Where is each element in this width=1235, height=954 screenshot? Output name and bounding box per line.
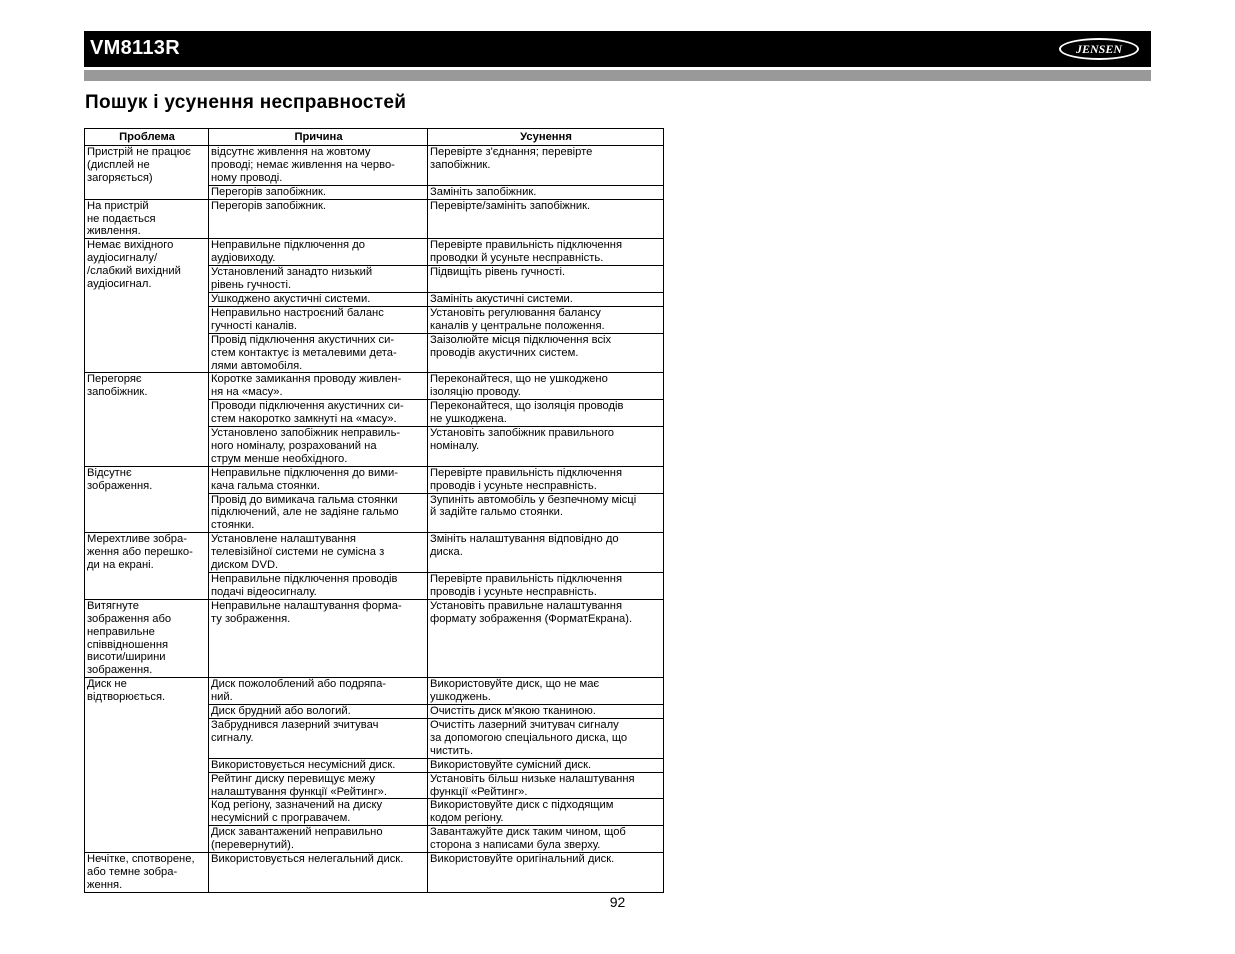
troubleshooting-table (84, 128, 664, 893)
table-header-row (85, 129, 664, 146)
problem-cell: Мерехтливе зобра- ження або перешко- ди на екрані. (85, 533, 209, 600)
fix-cell: Переконайтеся, що не ушкоджено ізоляцію проводу. (428, 373, 664, 400)
cause-cell: Перегорів запобіжник. (209, 199, 428, 239)
problem-cell: Немає вихідного аудіосигналу/ /слабкий вихідний аудіосигнал. (85, 239, 209, 373)
cause-cell: Установлене налаштування телевізійної системи не сумісна з диском DVD. (209, 533, 428, 573)
cause-cell: Проводи підключення акустичних си- стем накоротко замкнуті на «масу». (209, 400, 428, 427)
table-row (85, 853, 664, 893)
brand-name: JENSEN (1075, 41, 1122, 56)
cause-cell: Ушкоджено акустичні системи. (209, 292, 428, 306)
fix-cell: Використовуйте диск с підходящим кодом регіону. (428, 799, 664, 826)
fix-cell: Переконайтеся, що ізоляція проводів не ушкоджена. (428, 400, 664, 427)
column-header-problem: Проблема (85, 129, 209, 146)
problem-cell: Диск не відтворюється. (85, 678, 209, 853)
fix-cell: Установіть регулювання балансу каналів у центральне положення. (428, 306, 664, 333)
cause-cell: Неправильне підключення проводів подачі відеосигналу. (209, 573, 428, 600)
table-body (85, 146, 664, 893)
model-name: VM8113R (90, 37, 180, 59)
jensen-logo (1059, 38, 1139, 60)
fix-cell: Перевірте з'єднання; перевірте запобіжник. (428, 146, 664, 186)
fix-cell: Використовуйте диск, що не має ушкоджень. (428, 678, 664, 705)
fix-cell: Підвищіть рівень гучності. (428, 266, 664, 293)
fix-cell: Перевірте правильність підключення проводки й усуньте несправність. (428, 239, 664, 266)
divider-bar (84, 70, 1151, 81)
cause-cell: Провід підключення акустичних си- стем контактує із металевими дета- лями автомобіля. (209, 333, 428, 373)
table-row (85, 466, 664, 493)
table-row (85, 533, 664, 573)
problem-cell: Нечітке, спотворене, або темне зобра- ження. (85, 853, 209, 893)
cause-cell: Провід до вимикача гальма стоянки підключений, але не задіяне гальмо стоянки. (209, 493, 428, 533)
cause-cell: Неправильне підключення до вими- кача гальма стоянки. (209, 466, 428, 493)
table-row (85, 599, 664, 677)
table-row (85, 373, 664, 400)
problem-cell: Пристрій не працює (дисплей не загоряється) (85, 146, 209, 200)
fix-cell: Заізолюйте місця підключення всіх проводів акустичних систем. (428, 333, 664, 373)
fix-cell: Використовуйте оригінальний диск. (428, 853, 664, 893)
table-row (85, 199, 664, 239)
table-row (85, 239, 664, 266)
cause-cell: Неправильно настроєний баланс гучності каналів. (209, 306, 428, 333)
fix-cell: Використовуйте сумісний диск. (428, 758, 664, 772)
fix-cell: Замініть запобіжник. (428, 185, 664, 199)
cause-cell: Неправильне налаштування форма- ту зображення. (209, 599, 428, 677)
fix-cell: Установіть більш низьке налаштування функції «Рейтинг». (428, 772, 664, 799)
cause-cell: Установлено запобіжник неправиль- ного номіналу, розрахований на струм менше необхідного. (209, 427, 428, 467)
fix-cell: Змініть налаштування відповідно до диска. (428, 533, 664, 573)
fix-cell: Перевірте/замініть запобіжник. (428, 199, 664, 239)
cause-cell: Забруднився лазерний зчитувач сигналу. (209, 718, 428, 758)
problem-cell: На пристрій не подається живлення. (85, 199, 209, 239)
fix-cell: Установіть правильне налаштування формату зображення (ФорматЕкрана). (428, 599, 664, 677)
fix-cell: Замініть акустичні системи. (428, 292, 664, 306)
fix-cell: Очистіть диск м'якою тканиною. (428, 705, 664, 719)
cause-cell: відсутнє живлення на жовтому проводі; немає живлення на черво- ному проводі. (209, 146, 428, 186)
table-row (85, 678, 664, 705)
header-bar (84, 31, 1151, 67)
cause-cell: Код регіону, зазначений на диску несумісний с програвачем. (209, 799, 428, 826)
problem-cell: Перегоряє запобіжник. (85, 373, 209, 466)
cause-cell: Диск пожолоблений або подряпа- ний. (209, 678, 428, 705)
cause-cell: Рейтинг диску перевищує межу налаштування функції «Рейтинг». (209, 772, 428, 799)
cause-cell: Неправильне підключення до аудіовиходу. (209, 239, 428, 266)
page-title: Пошук і усунення несправностей (85, 92, 407, 113)
cause-cell: Установлений занадто низький рівень гучності. (209, 266, 428, 293)
cause-cell: Використовується нелегальний диск. (209, 853, 428, 893)
fix-cell: Перевірте правильність підключення проводів і усуньте несправність. (428, 466, 664, 493)
fix-cell: Очистіть лазерний зчитувач сигналу за допомогою спеціального диска, що чистить. (428, 718, 664, 758)
problem-cell: Відсутнє зображення. (85, 466, 209, 533)
table-row (85, 146, 664, 186)
fix-cell: Зупиніть автомобіль у безпечному місці й задійте гальмо стоянки. (428, 493, 664, 533)
cause-cell: Коротке замикання проводу живлен- ня на «масу». (209, 373, 428, 400)
problem-cell: Витягнуте зображення або неправильне співвідношення висоти/ширини зображення. (85, 599, 209, 677)
cause-cell: Використовується несумісний диск. (209, 758, 428, 772)
fix-cell: Перевірте правильність підключення проводів і усуньте несправність. (428, 573, 664, 600)
fix-cell: Завантажуйте диск таким чином, щоб сторона з написами була зверху. (428, 826, 664, 853)
cause-cell: Диск завантажений неправильно (перевернутий). (209, 826, 428, 853)
cause-cell: Перегорів запобіжник. (209, 185, 428, 199)
cause-cell: Диск брудний або вологий. (209, 705, 428, 719)
page-number: 92 (609, 894, 626, 910)
column-header-cause: Причина (209, 129, 428, 146)
fix-cell: Установіть запобіжник правильного номіналу. (428, 427, 664, 467)
column-header-fix: Усунення (428, 129, 664, 146)
